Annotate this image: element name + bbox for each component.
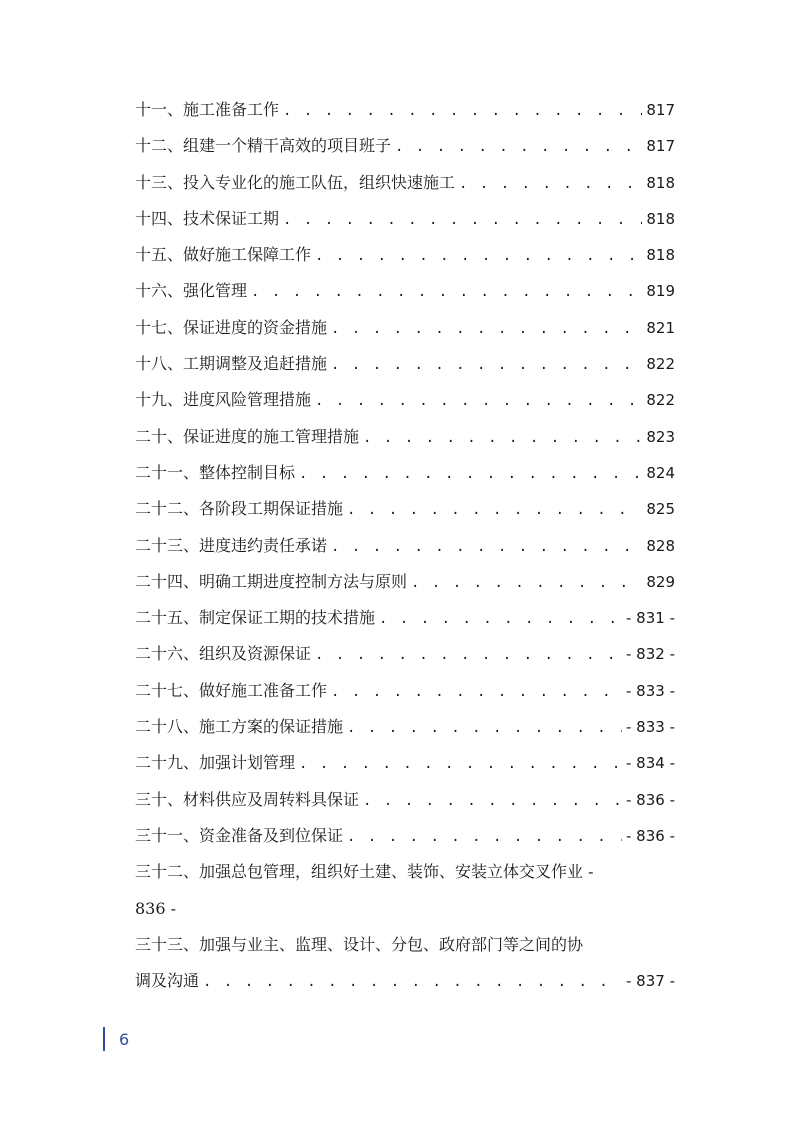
toc-leader-dots (283, 202, 642, 238)
toc-entry-title: 十六、强化管理 (135, 281, 248, 301)
toc-entry-title: 二十三、进度违约责任承诺 (135, 535, 328, 555)
toc-entry[interactable] (135, 346, 675, 382)
toc-entry-title: 十八、工期调整及追赶措施 (135, 354, 328, 374)
toc-entry[interactable] (135, 745, 675, 781)
toc-entry-title: 十七、保证进度的资金措施 (135, 317, 328, 337)
toc-leader-dots (331, 674, 622, 710)
toc-entry-title: 二十二、各阶段工期保证措施 (135, 499, 344, 519)
toc-entry-title: 十一、施工准备工作 (135, 100, 280, 119)
toc-entry[interactable] (135, 419, 675, 455)
toc-leader-dots (251, 274, 642, 310)
toc-entry-title: 二十五、制定保证工期的技术措施 (135, 608, 376, 628)
toc-entry-page: - 831 - (626, 609, 675, 628)
toc-entry[interactable] (135, 782, 675, 818)
toc-entry-page: 817 (646, 137, 675, 156)
toc-entry[interactable] (135, 564, 675, 600)
toc-entry-page: 821 (646, 318, 675, 337)
page-footer (103, 1027, 129, 1051)
toc-entry-title: 十五、做好施工保障工作 (135, 245, 312, 265)
toc-entry-title: 三十、材料供应及周转料具保证 (135, 789, 360, 809)
toc-leader-dots (315, 637, 622, 673)
toc-entry-title: 三十三、加强与业主、监理、设计、分包、政府部门等之间的协 (135, 934, 584, 954)
toc-entry-title: 二十、保证进度的施工管理措施 (135, 426, 360, 446)
toc-entry-title: 三十二、加强总包管理，组织好土建、装饰、安装立体交叉作业 - (135, 862, 594, 882)
toc-leader-dots (299, 746, 622, 782)
toc-entry-title: 十三、投入专业化的施工队伍，组织快速施工 (135, 172, 456, 192)
toc-entry[interactable] (135, 165, 675, 201)
toc-entry[interactable] (135, 273, 675, 309)
toc-entry-page: 818 (646, 173, 675, 192)
toc-leader-dots (283, 93, 642, 129)
toc-entry-page: - 837 - (626, 972, 675, 991)
toc-leader-dots (331, 529, 642, 565)
toc-entry-title: 三十一、资金准备及到位保证 (135, 825, 344, 845)
toc-entry-title: 二十八、施工方案的保证措施 (135, 717, 344, 737)
toc-entry-title-continued: 调及沟通 (135, 971, 200, 991)
toc-entry[interactable] (135, 128, 675, 164)
toc-entry-page: 824 (646, 463, 675, 482)
toc-leader-dots (347, 492, 642, 528)
toc-leader-dots (347, 819, 622, 855)
toc-leader-dots (363, 420, 642, 456)
toc-entry[interactable] (135, 237, 675, 273)
toc-entry-page: 822 (646, 355, 675, 374)
toc-entry[interactable] (135, 528, 675, 564)
toc-leader-dots (203, 964, 622, 1000)
toc-leader-dots (315, 238, 642, 274)
toc-entry[interactable] (135, 491, 675, 527)
footer-accent-bar (103, 1027, 105, 1051)
toc-entry[interactable] (135, 673, 675, 709)
toc-entry-page: - 834 - (626, 754, 675, 773)
toc-entry-page: 828 (646, 536, 675, 555)
toc-leader-dots (395, 129, 642, 165)
toc-entry-page: - 833 - (626, 681, 675, 700)
toc-leader-dots (347, 710, 622, 746)
toc-entry-page: - 836 - (626, 826, 675, 845)
toc-entry-page: 829 (646, 572, 675, 591)
toc-leader-dots (411, 565, 642, 601)
toc-entry-page: - 836 - (626, 790, 675, 809)
toc-leader-dots (459, 166, 642, 202)
toc-entry-33[interactable] (135, 927, 675, 1000)
toc-entry-page: 823 (646, 427, 675, 446)
toc-leader-dots (315, 383, 642, 419)
toc-list (135, 92, 675, 854)
toc-entry-page: - 832 - (626, 645, 675, 664)
toc-entry-page: 836 - (135, 898, 177, 918)
toc-entry-page: - 833 - (626, 718, 675, 737)
toc-entry-title: 二十九、加强计划管理 (135, 753, 296, 773)
toc-leader-dots (331, 311, 642, 347)
toc-entry[interactable] (135, 709, 675, 745)
toc-entry-page: 819 (646, 282, 675, 301)
toc-entry-32[interactable] (135, 854, 675, 927)
toc-entry-title: 十四、技术保证工期 (135, 208, 280, 228)
toc-entry[interactable] (135, 201, 675, 237)
toc-entry[interactable] (135, 600, 675, 636)
toc-entry[interactable] (135, 818, 675, 854)
table-of-contents (135, 92, 675, 999)
toc-leader-dots (379, 601, 622, 637)
toc-entry-title: 二十四、明确工期进度控制方法与原则 (135, 571, 408, 591)
toc-entry-page: 818 (646, 246, 675, 265)
toc-entry-title: 二十六、组织及资源保证 (135, 644, 312, 664)
toc-leader-dots (299, 456, 642, 492)
toc-entry-page: 818 (646, 209, 675, 228)
toc-entry[interactable] (135, 636, 675, 672)
toc-entry-title: 二十七、做好施工准备工作 (135, 680, 328, 700)
toc-entry[interactable] (135, 310, 675, 346)
toc-entry-page: 825 (646, 500, 675, 519)
toc-entry-title: 十二、组建一个精干高效的项目班子 (135, 136, 392, 156)
toc-leader-dots (331, 347, 642, 383)
toc-entry-page: 817 (646, 101, 675, 119)
toc-entry[interactable] (135, 455, 675, 491)
toc-entry-page: 822 (646, 391, 675, 410)
toc-entry-title: 二十一、整体控制目标 (135, 462, 296, 482)
toc-entry-title: 十九、进度风险管理措施 (135, 390, 312, 410)
toc-entry[interactable] (135, 382, 675, 418)
toc-leader-dots (363, 783, 622, 819)
toc-entry[interactable] (135, 92, 675, 128)
page-number: 6 (119, 1029, 130, 1049)
